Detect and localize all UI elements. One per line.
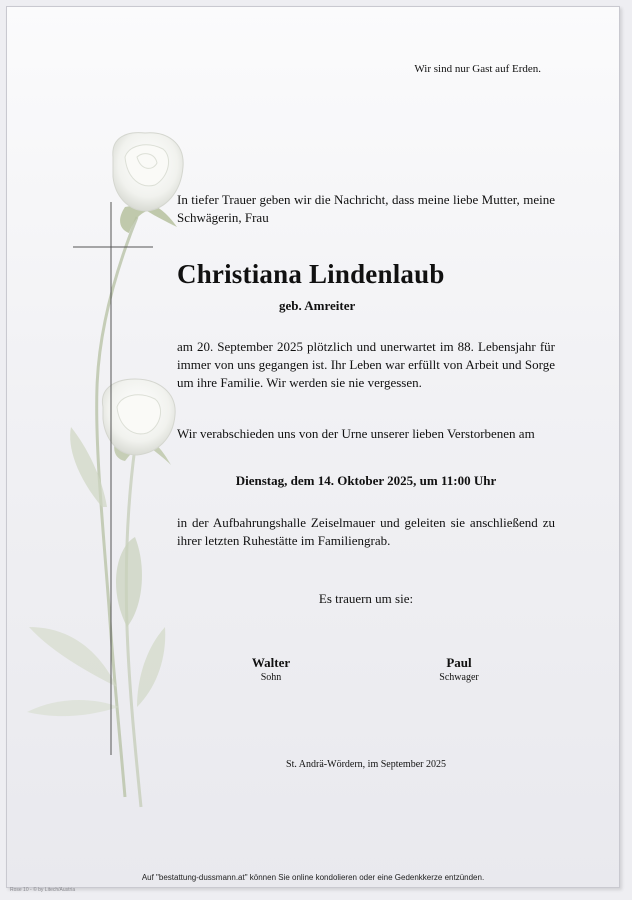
funeral-date: Dienstag, dem 14. Oktober 2025, um 11:00 Uhr — [235, 473, 497, 488]
rose-icon — [113, 133, 183, 211]
image-credit: Rose 10 - © by Litech/Austria — [10, 887, 76, 893]
intro-text: In tiefer Trauer geben wir die Nachricht, dass meine liebe Mutter, meine Schwägerin, Frau — [177, 192, 555, 225]
rose-illustration — [7, 7, 619, 887]
mourner-item — [211, 655, 331, 683]
obituary-card — [6, 6, 620, 888]
location-paragraph: in der Aufbahrungshalle Zeiselmauer und geleiten sie anschließend zu ihrer letzten Ruhestätte im Familiengrab. — [177, 515, 555, 548]
mourner-name: Walter — [251, 655, 291, 670]
farewell-paragraph: Wir verabschieden uns von der Urne unserer lieben Verstorbenen am — [177, 426, 535, 441]
mourner-item — [399, 655, 519, 683]
deceased-name: Christiana Lindenlaub — [177, 259, 445, 289]
mourners-heading: Es trauern um sie: — [318, 591, 414, 606]
mourner-name: Paul — [446, 655, 472, 670]
maiden-name: geb. Amreiter — [279, 298, 356, 313]
mourner-relation: Schwager — [439, 672, 479, 683]
mourner-relation: Sohn — [260, 672, 282, 683]
place-date: St. Andrä-Wördern, im September 2025 — [286, 759, 446, 770]
death-paragraph: am 20. September 2025 plötzlich und unerwartet im 88. Lebensjahr für immer von uns gegangen ist. Ihr Leben war erfüllt von Arbeit und Sorge um ihre Familie. Wir werden sie nie vergessen. — [177, 339, 555, 390]
motto: Wir sind nur Gast auf Erden. — [414, 63, 541, 75]
condolence-footer: Auf "bestattung-dussmann.at" können Sie online kondolieren oder eine Gedenkkerze entzünden. — [141, 873, 485, 882]
